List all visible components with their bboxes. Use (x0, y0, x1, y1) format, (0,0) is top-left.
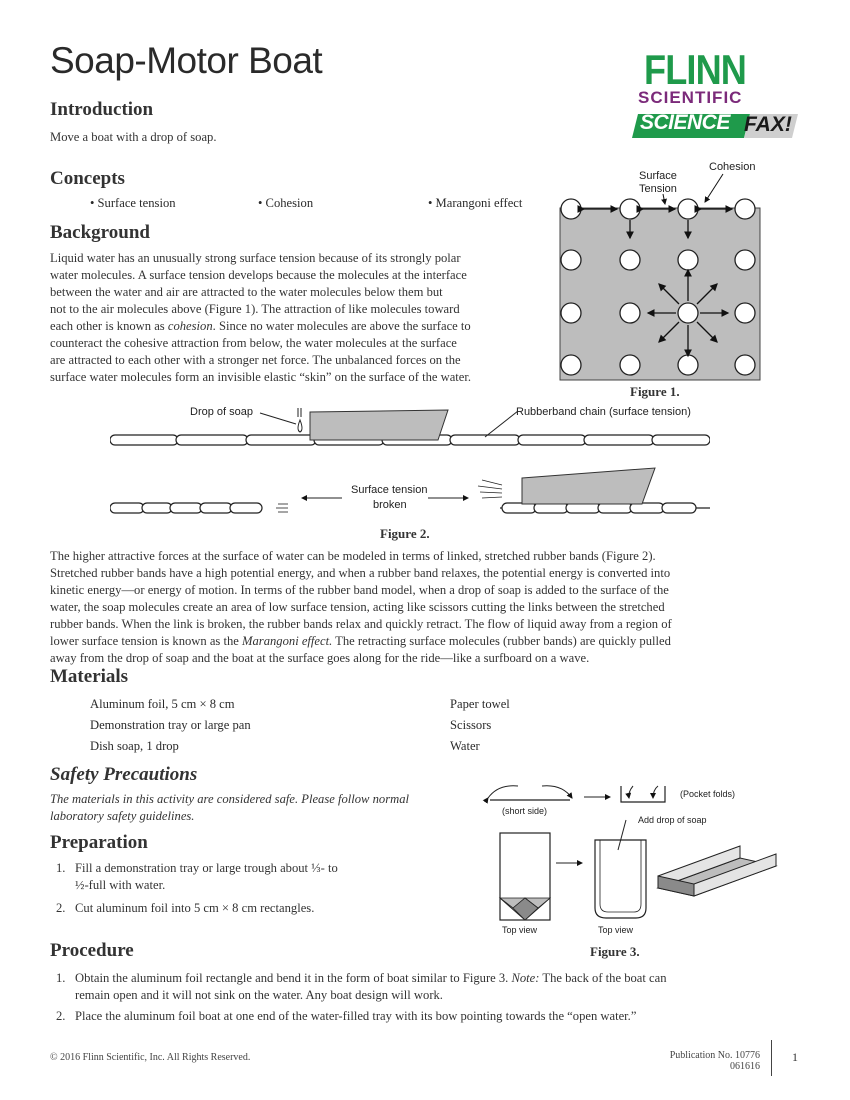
flinn-scientific-logo (632, 48, 800, 144)
material-item: Scissors (450, 718, 492, 732)
figure-3-diagram (478, 778, 788, 938)
note-term: Note: (511, 971, 540, 985)
introduction-heading: Introduction (50, 99, 154, 120)
material-item: Dish soap, 1 drop (90, 739, 179, 753)
text-span: each other is known as (50, 319, 168, 333)
logo-scientific: SCIENTIFIC (638, 88, 743, 107)
step-number: 1. (56, 861, 66, 875)
safety-text (50, 791, 409, 825)
figure-1-diagram (555, 158, 770, 383)
preparation-steps (50, 860, 430, 923)
text-line: surface water molecules form an invisible elastic “skin” on the surface of the water. (50, 370, 472, 384)
text-line: Place the aluminum foil boat at one end of the water-filled tray with its bow pointing towards the “open water.” (75, 1009, 637, 1023)
figure-2-label-broken-2: broken (373, 499, 407, 511)
concept-item: • Cohesion (258, 196, 314, 210)
footer-divider (771, 1040, 772, 1076)
text-line: are attracted to each other with a stronger net force. The unbalanced forces on the (50, 353, 461, 367)
figure-3-label-add: Add drop of soap (638, 815, 707, 825)
figure-2-diagram (110, 400, 710, 525)
text-line: between the water and air are attracted to the water molecules below them but (50, 285, 443, 299)
safety-heading: Safety Precautions (50, 764, 198, 785)
text-line: laboratory safety guidelines. (50, 809, 195, 823)
procedure-heading: Procedure (50, 940, 134, 961)
text-span: Obtain the aluminum foil rectangle and bend it in the form of boat similar to Figure 3. (75, 971, 512, 985)
figure-3-label-short: (short side) (502, 806, 548, 816)
marangoni-term: Marangoni effect. (242, 634, 333, 648)
logo-science: SCIENCE (640, 111, 730, 134)
text-line: Cut aluminum foil into 5 cm × 8 cm rectangles. (75, 901, 315, 915)
text-line (50, 633, 790, 650)
logo-fax: FAX! (744, 113, 792, 136)
page-title: Soap-Motor Boat (50, 40, 323, 81)
concepts-heading: Concepts (50, 168, 125, 189)
background-paragraph (50, 250, 540, 386)
material-item: Demonstration tray or large pan (90, 718, 251, 732)
text-line: water, the soap molecules create an area of low surface tension, acting like scissors cutting the links between the stretched (50, 600, 665, 614)
step-number: 1. (56, 971, 66, 985)
figure-1-label-surface: Surface (639, 170, 677, 182)
figure-3-label-pocket: (Pocket folds) (680, 789, 736, 799)
figure-1-label-tension: Tension (639, 183, 677, 195)
figure-2-label-broken-1: Surface tension (351, 484, 428, 496)
preparation-heading: Preparation (50, 832, 148, 853)
figure-2-caption: Figure 2. (380, 526, 430, 541)
materials-heading: Materials (50, 666, 129, 687)
text-line: away from the drop of soap and the boat at the surface goes along for the ride—like a surfboard on a wave. (50, 651, 590, 665)
step-number: 2. (56, 901, 66, 915)
text-span: . Since no water molecules are above the surface to (212, 319, 471, 333)
cohesion-term: cohesion (167, 319, 213, 333)
figure-2-label-drop: Drop of soap (190, 406, 253, 418)
text-line: Liquid water has an unusually strong surface tension because of its strongly polar (50, 251, 461, 265)
preparation-step (50, 860, 430, 894)
text-line: The higher attractive forces at the surface of water can be modeled in terms of linked, stretched rubber bands (Figure 2). (50, 549, 656, 563)
text-line (75, 970, 800, 987)
material-item: Water (450, 739, 480, 753)
procedure-step (50, 1008, 800, 1025)
publication-number: Publication No. 10776 (669, 1050, 760, 1061)
procedure-steps (50, 970, 800, 1025)
introduction-text: Move a boat with a drop of soap. (50, 130, 217, 144)
figure-3-caption: Figure 3. (590, 944, 640, 959)
footer-copyright: © 2016 Flinn Scientific, Inc. All Rights Reserved. (50, 1052, 251, 1063)
text-line: Stretched rubber bands have a high potential energy, and when a rubber band relaxes, the potential energy is converted into (50, 566, 671, 580)
text-line: rubber bands. When the link is broken, the rubber bands relax and quickly retract. The flow of liquid away from a region of (50, 617, 672, 631)
figure-1-label-cohesion: Cohesion (709, 161, 756, 173)
text-line: The materials in this activity are considered safe. Please follow normal (50, 792, 409, 806)
text-span: lower surface tension is known as the (50, 634, 243, 648)
logo-sciencefax-banner (632, 112, 792, 138)
text-line: kinetic energy—or energy of motion. In terms of the rubber band model, when a drop of soap is added to the surface of the (50, 583, 669, 597)
material-item: Paper towel (450, 697, 510, 711)
figure-3-label-top-view-2: Top view (598, 925, 634, 935)
text-line: Fill a demonstration tray or large trough about ⅓- to (75, 861, 338, 875)
text-span: The retracting surface molecules (rubber bands) are quickly pulled (332, 634, 671, 648)
text-line: counteract the cohesive attraction from below, the water molecules at the surface (50, 336, 457, 350)
logo-flinn: FLINN (644, 46, 747, 93)
footer-publication (620, 1050, 760, 1072)
figure-2-label-chain: Rubberband chain (surface tension) (516, 406, 691, 418)
preparation-step (50, 900, 430, 917)
rubber-band-paragraph (50, 548, 790, 667)
text-span: The back of the boat can (539, 971, 667, 985)
material-item: Aluminum foil, 5 cm × 8 cm (90, 697, 235, 711)
publication-code: 061616 (730, 1061, 760, 1072)
text-line: not to the air molecules above (Figure 1). The attraction of like molecules toward (50, 302, 460, 316)
concept-item: • Marangoni effect (428, 196, 523, 210)
figure-1-caption: Figure 1. (630, 384, 680, 399)
text-line: ½-full with water. (75, 878, 166, 892)
page-number: 1 (792, 1050, 798, 1064)
background-heading: Background (50, 222, 150, 243)
text-line: remain open and it will not sink on the water. Any boat design will work. (75, 988, 443, 1002)
procedure-step (50, 970, 800, 1004)
text-line: water molecules. A surface tension develops because the molecules at the interface (50, 268, 467, 282)
concept-item: • Surface tension (90, 196, 176, 210)
text-line (50, 318, 540, 335)
figure-3-label-top-view-1: Top view (502, 925, 538, 935)
step-number: 2. (56, 1009, 66, 1023)
